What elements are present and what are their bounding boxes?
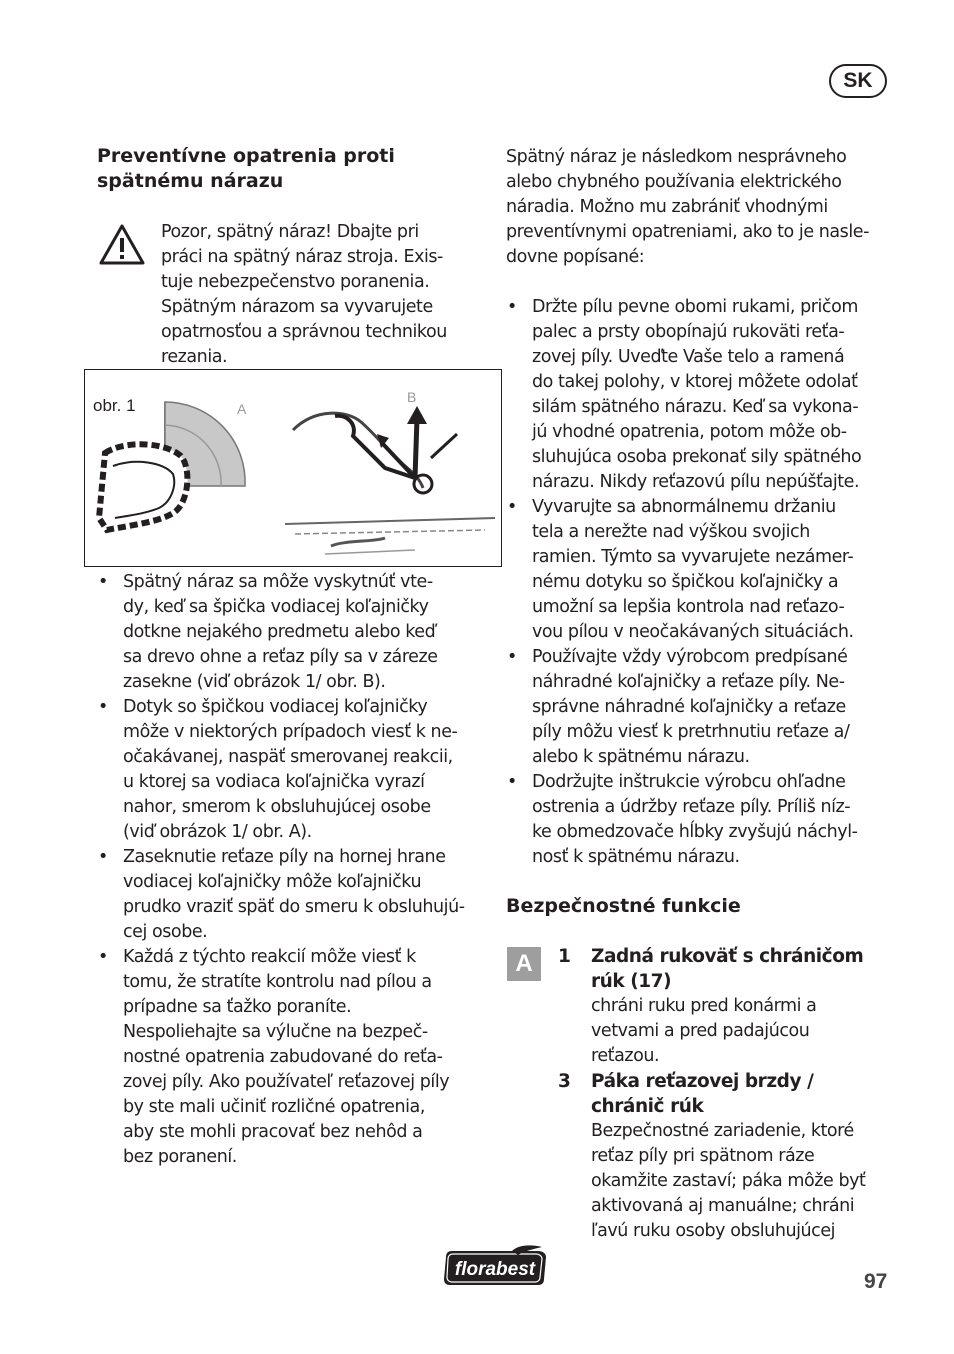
language-badge: SK <box>829 64 887 98</box>
text-line: zovej píly. Ako používateľ reťazovej píly <box>123 1072 450 1092</box>
heading-text: Preventívne opatrenia proti spätnému nárazu <box>97 145 395 192</box>
text-line: • Zaseknutie reťaze píly na hornej hrane <box>123 847 446 867</box>
text-line: alebo k spätnému nárazu. <box>532 747 750 767</box>
item-desc-line: reťaz píly pri spätnom ráze <box>591 1146 815 1166</box>
bullet-item <box>506 645 896 770</box>
section-tab-a: A <box>507 947 541 981</box>
text-line: vou pílou v neočakávaných situáciách. <box>532 622 854 642</box>
text-line: dotkne nejakého predmetu alebo keď <box>123 622 436 642</box>
text-line: • Používajte vždy výrobcom predpísané <box>532 647 848 667</box>
item-desc-line: vetvami a pred padajúcou <box>591 1021 810 1041</box>
text-line: očakávanej, naspäť smerovanej reakcii, <box>123 747 453 767</box>
text-line: palec a prsty obopínajú rukoväti reťa- <box>532 322 845 342</box>
right-bullets <box>506 295 896 870</box>
figure-kickback <box>84 369 502 567</box>
text-line: • Vyvarujte sa abnormálnemu držaniu <box>532 497 836 517</box>
text-line: • Každá z týchto reakcií môže viesť k <box>123 947 416 967</box>
bullet-item <box>97 695 487 845</box>
bullet-item <box>506 770 896 870</box>
text-line: umožní sa lepšia kontrola nad reťazo- <box>532 597 845 617</box>
right-intro <box>506 145 896 270</box>
text-line: ke obmedzovače hĺbky zvyšujú náchyl- <box>532 822 858 842</box>
text-line: Spätný náraz je následkom nesprávneho <box>506 147 847 167</box>
text-line: zovej píly. Uveďte Vaše telo a ramená <box>532 347 845 367</box>
item-desc-line: aktivovaná aj manuálne; chráni <box>591 1196 855 1216</box>
text-line: preventívnymi opatreniami, ako to je nasle- <box>506 222 869 242</box>
warning-text <box>161 220 491 370</box>
heading-text: Bezpečnostné funkcie <box>506 895 741 917</box>
logo-text: florabest <box>454 1259 536 1280</box>
left-bullets <box>97 570 487 1170</box>
text-line: dy, keď sa špička vodiacej koľajničky <box>123 597 429 617</box>
figure-label: obr. 1 <box>93 396 136 415</box>
text-line: bez poranení. <box>123 1147 237 1167</box>
text-line: prípadne sa ťažko poraníte. <box>123 997 352 1017</box>
section-heading-kickback <box>97 144 487 194</box>
text-line: • Držte pílu pevne obomi rukami, pričom <box>532 297 858 317</box>
text-line: prudko vraziť späť do smeru k obsluhujú- <box>123 897 465 917</box>
text-line: aby ste mohli pracovať bez nehôd a <box>123 1122 423 1142</box>
text-line: ramien. Týmto sa vyvarujete nezámer- <box>532 547 854 567</box>
text-line: tomu, že stratíte kontrolu nad pílou a <box>123 972 432 992</box>
safety-items <box>558 944 898 1244</box>
item-title-line: rúk (17) <box>591 971 672 992</box>
text-line: nosť k spätnému nárazu. <box>532 847 740 867</box>
text-line: Pozor, spätný náraz! Dbajte pri <box>161 222 419 242</box>
text-line: • Spätný náraz sa môže vyskytnúť vte- <box>123 572 433 592</box>
text-line: náradia. Možno mu zabrániť vhodnými <box>506 197 828 217</box>
text-line: píly môžu viesť k pretrhnutiu reťaze a/ <box>532 722 850 742</box>
text-line: tela a nerežte nad výškou svojich <box>532 522 810 542</box>
item-desc-line: chráni ruku pred konármi a <box>591 996 817 1016</box>
text-line: silám spätného nárazu. Keď sa vykona- <box>532 397 859 417</box>
bullet-item <box>97 945 487 1170</box>
bullet-item <box>97 570 487 695</box>
item-title-line: chránič rúk <box>591 1096 704 1117</box>
text-line: ostrenia a údržby reťaze píly. Príliš níz- <box>532 797 851 817</box>
text-line: Nespoliehajte sa výlučne na bezpeč- <box>123 1022 428 1042</box>
text-line: do takej polohy, v ktorej môžete odolať <box>532 372 858 392</box>
text-line: u ktorej sa vodiaca koľajnička vyrazí <box>123 772 425 792</box>
item-desc-line: ľavú ruku osoby obsluhujúcej <box>591 1221 836 1241</box>
page-number: 97 <box>864 1270 888 1293</box>
kickback-illustration <box>85 370 501 566</box>
text-line: nému dotyku so špičkou koľajničky a <box>532 572 839 592</box>
figure-mark-a: A <box>237 401 247 417</box>
text-line: dovne popísané: <box>506 247 645 267</box>
item-desc-line: reťazou. <box>591 1046 660 1066</box>
item-title-line: Zadná rukoväť s chráničom <box>591 946 864 967</box>
text-line: alebo chybného používania elektrického <box>506 172 842 192</box>
text-line: rezania. <box>161 347 228 367</box>
text-line: správne náhradné koľajničky a reťaze <box>532 697 846 717</box>
text-line: tuje nebezpečenstvo poranenia. <box>161 272 430 292</box>
bullet-item <box>506 495 896 645</box>
text-line: zasekne (viď obrázok 1/ obr. B). <box>123 672 386 692</box>
text-line: vodiacej koľajničky môže koľajničku <box>123 872 422 892</box>
section-heading-safety <box>506 894 896 919</box>
item-content <box>591 1069 891 1244</box>
text-line: • Dodržujte inštrukcie výrobcu ohľadne <box>532 772 846 792</box>
text-line: • Dotyk so špičkou vodiacej koľajničky <box>123 697 428 717</box>
bullet-item <box>506 295 896 495</box>
florabest-logo <box>438 1245 552 1289</box>
text-line: náhradné koľajničky a reťaze píly. Ne- <box>532 672 845 692</box>
text-line: práci na spätný náraz stroja. Exis- <box>161 247 443 267</box>
text-line: (viď obrázok 1/ obr. A). <box>123 822 312 842</box>
text-line: nostné opatrenia zabudované do reťa- <box>123 1047 443 1067</box>
text-line: cej osobe. <box>123 922 208 942</box>
text-line: by ste mali učiniť rozličné opatrenia, <box>123 1097 425 1117</box>
item-desc-line: Bezpečnostné zariadenie, ktoré <box>591 1121 854 1141</box>
text-line: nárazu. Nikdy reťazovú pílu nepúšťajte. <box>532 472 860 492</box>
text-line: môže v niektorých prípadoch viesť k ne- <box>123 722 458 742</box>
text-line: jú vhodné opatrenia, potom môže ob- <box>532 422 847 442</box>
bullet-item <box>97 845 487 945</box>
item-content <box>591 944 891 1069</box>
text-line: opatrnosťou a správnou technikou <box>161 322 447 342</box>
item-title-line: Páka reťazovej brzdy / <box>591 1071 814 1092</box>
item-number: 3 <box>558 1071 571 1092</box>
item-number: 1 <box>558 946 571 967</box>
text-line: Spätným nárazom sa vyvarujete <box>161 297 433 317</box>
figure-mark-b: B <box>407 389 417 405</box>
warning-icon <box>99 223 145 265</box>
text-line: sa drevo ohne a reťaz píly sa v záreze <box>123 647 438 667</box>
text-line: nahor, smerom k obsluhujúcej osobe <box>123 797 431 817</box>
text-line: sluhujúca osoba prekonať sily spätného <box>532 447 862 467</box>
item-desc-line: okamžite zastaví; páka môže byť <box>591 1171 866 1191</box>
